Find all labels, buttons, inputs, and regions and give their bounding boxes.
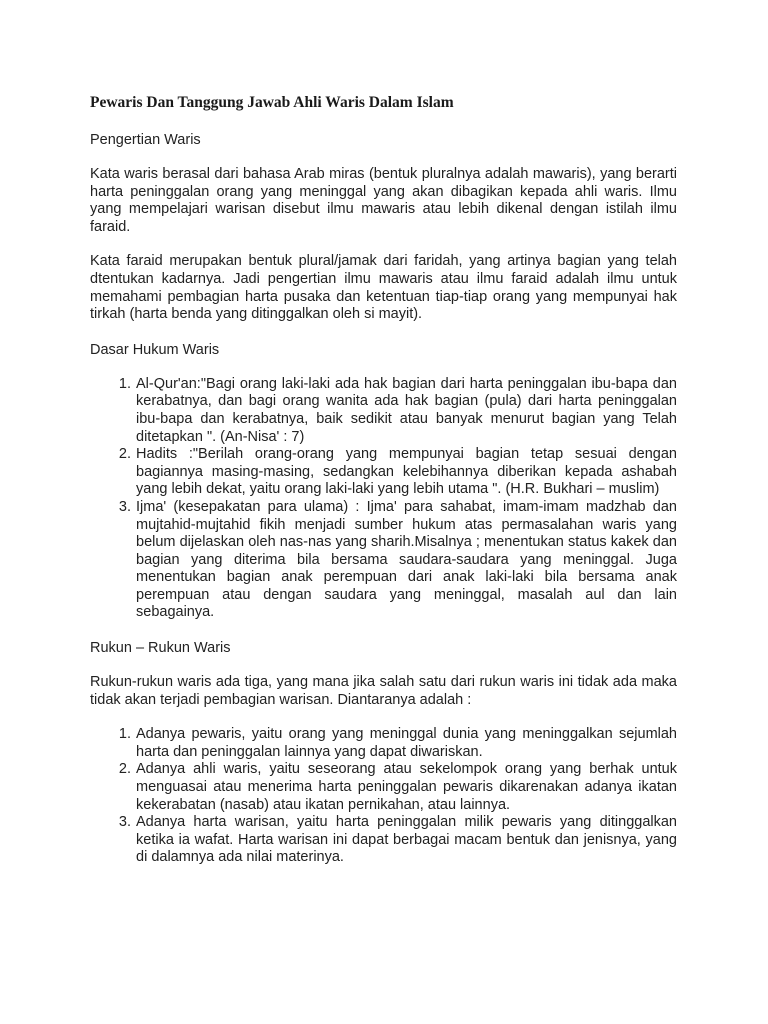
paragraph-pengertian-1: Kata waris berasal dari bahasa Arab miras (bentuk pluralnya adalah mawaris), yang berarti harta peninggalan orang yang meninggal yang akan dibagikan kepada ahli waris. Ilmu yang mempelajari warisan disebut ilmu mawaris atau lebih dikenal dengan istilah ilmu faraid. <box>90 166 677 235</box>
section-heading-pengertian: Pengertian Waris <box>90 132 201 148</box>
list-item: 1. Al-Qur'an:"Bagi orang laki-laki ada hak bagian dari harta peninggalan ibu-bapa dan kerabatnya, dan bagi orang wanita ada hak bagian (pula) dari harta peninggalan ibu-bapa dan kerabatnya, baik sedikit atau banyak menurut bagian yang Telah ditetapkan ". (An-Nisa' : 7) <box>135 376 677 446</box>
list-item: 1. Adanya pewaris, yaitu orang yang meninggal dunia yang meninggalkan sejumlah harta dan peninggalan lainnya yang dapat diwariskan. <box>135 726 677 761</box>
list-item: 2. Hadits :"Berilah orang-orang yang mempunyai bagian tetap sesuai dengan bagiannya masing-masing, sedangkan kelebihannya diberikan kepada ashabah yang lebih dekat, yaitu orang laki-laki yang lebih utama ". (H.R. Bukhari – muslim) <box>135 446 677 499</box>
document-title: Pewaris Dan Tanggung Jawab Ahli Waris Dalam Islam <box>90 94 454 111</box>
paragraph-pengertian-2: Kata faraid merupakan bentuk plural/jamak dari faridah, yang artinya bagian yang telah dtentukan kadarnya. Jadi pengertian ilmu mawaris atau ilmu faraid adalah ilmu untuk memahami pembagian harta pusaka dan ketentuan tiap-tiap orang yang mempunyai hak tirkah (harta benda yang ditinggalkan oleh si mayit). <box>90 253 677 323</box>
section-heading-dasar-hukum: Dasar Hukum Waris <box>90 341 220 358</box>
document-page <box>90 93 677 884</box>
dasar-hukum-list <box>90 376 677 622</box>
paragraph-rukun-intro: Rukun-rukun waris ada tiga, yang mana jika salah satu dari rukun waris ini tidak ada maka tidak akan terjadi pembagian warisan. Diantaranya adalah : <box>90 674 677 708</box>
rukun-list <box>90 726 677 867</box>
list-item: 2. Adanya ahli waris, yaitu seseorang atau sekelompok orang yang berhak untuk menguasai atau menerima harta peninggalan pewaris dikarenakan adanya ikatan kekerabatan (nasab) atau ikatan pernikahan, atau lainnya. <box>135 761 677 814</box>
section-heading-rukun: Rukun – Rukun Waris <box>90 640 231 657</box>
list-item: 3. Ijma' (kesepakatan para ulama) : Ijma' para sahabat, imam-imam madzhab dan mujtahid-mujtahid fikih menjadi sumber hukum atas permasalahan waris yang belum dijelaskan oleh nas-nas yang sharih.Misalnya ; menentukan status kakek dan bagian yang diterima bila bersama saudara-saudara yang meninggal. Juga menentukan bagian anak perempuan dari anak laki-laki bila bersama anak perempuan atau dengan saudara yang meninggal, masalah aul dan lain sebagainya. <box>135 499 677 622</box>
list-item: 3. Adanya harta warisan, yaitu harta peninggalan milik pewaris yang ditinggalkan ketika ia wafat. Harta warisan ini dapat berbagai macam bentuk dan jenisnya, yang di dalamnya ada nilai materinya. <box>135 814 677 867</box>
